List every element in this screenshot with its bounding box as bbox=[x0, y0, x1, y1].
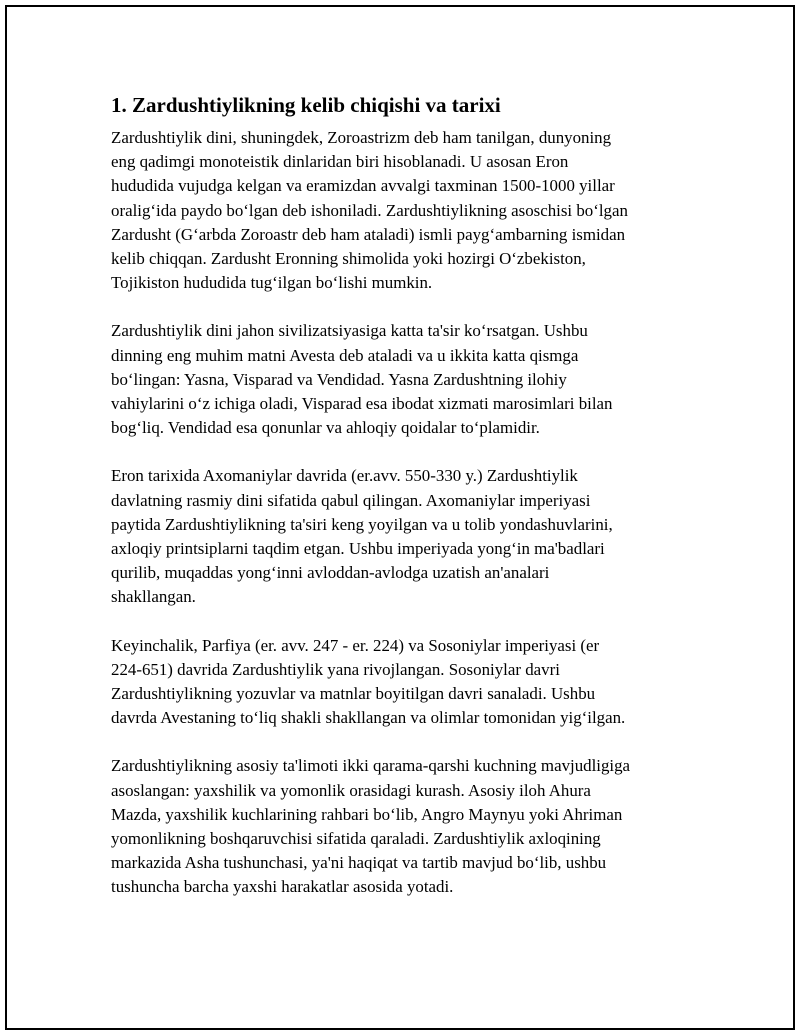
text-line: Zardushtiylik dini jahon sivilizatsiyasiga katta ta'sir ko‘rsatgan. Ushbu bbox=[111, 321, 588, 341]
text-line: Zardushtiylik dini, shuningdek, Zoroastrizm deb ham tanilgan, dunyoning bbox=[111, 128, 612, 147]
section-heading: 1. Zardushtiylikning kelib chiqishi va tarixi bbox=[111, 93, 501, 117]
text-line: bo‘lingan: Yasna, Visparad va Vendidad. Yasna Zardushtning ilohiy bbox=[111, 369, 567, 389]
document-body bbox=[111, 92, 701, 924]
text-line: Keyinchalik, Parfiya (er. avv. 247 - er. 224) va Sosoniylar imperiyasi (er bbox=[111, 635, 600, 655]
paragraph-2 bbox=[111, 319, 701, 440]
text-line: tushuncha barcha yaxshi harakatlar asosida yotadi. bbox=[111, 877, 454, 897]
text-line: eng qadimgi monoteistik dinlaridan biri hisoblanadi. U asosan Eron bbox=[111, 152, 569, 172]
text-line: hududida vujudga kelgan va eramizdan avvalgi taxminan 1500-1000 yillar bbox=[111, 176, 615, 196]
text-line: asoslangan: yaxshilik va yomonlik orasidagi kurash. Asosiy iloh Ahura bbox=[111, 780, 591, 800]
text-line: Zardusht (G‘arbda Zoroastr deb ham ataladi) ismli payg‘ambarning ismidan bbox=[111, 224, 626, 244]
text-line: dinning eng muhim matni Avesta deb ataladi va u ikkita katta qismga bbox=[111, 345, 579, 365]
text-line: davrda Avestaning to‘liq shakli shakllangan va olimlar tomonidan yig‘ilgan. bbox=[111, 708, 626, 728]
text-line: kelib chiqqan. Zardusht Eronning shimolida yoki hozirgi O‘zbekiston, bbox=[111, 249, 586, 269]
text-line: 224-651) davrida Zardushtiylik yana rivojlangan. Sosoniylar davri bbox=[111, 659, 560, 679]
paragraph-4 bbox=[111, 634, 701, 731]
text-line: qurilib, muqaddas yong‘inni avloddan-avlodga uzatish an'analari bbox=[111, 563, 550, 583]
paragraph-5 bbox=[111, 754, 701, 899]
paragraph-3 bbox=[111, 464, 701, 609]
text-line: paytida Zardushtiylikning ta'siri keng yoyilgan va u tolib yondashuvlarini, bbox=[111, 514, 613, 534]
text-line: vahiylarini o‘z ichiga oladi, Visparad esa ibodat xizmati marosimlari bilan bbox=[111, 394, 613, 414]
text-line: bog‘liq. Vendidad esa qonunlar va ahloqiy qoidalar to‘plamidir. bbox=[111, 418, 540, 438]
text-line: axloqiy printsiplarni taqdim etgan. Ushbu imperiyada yong‘in ma'badlari bbox=[111, 539, 605, 559]
text-line: davlatning rasmiy dini sifatida qabul qilingan. Axomaniylar imperiyasi bbox=[111, 490, 591, 510]
text-line: Zardushtiylikning yozuvlar va matnlar boyitilgan davri sanaladi. Ushbu bbox=[111, 684, 596, 704]
text-line: yomonlikning boshqaruvchisi sifatida qaraladi. Zardushtiylik axloqining bbox=[111, 829, 601, 849]
text-line: Zardushtiylikning asosiy ta'limoti ikki qarama-qarshi kuchning mavjudligiga bbox=[111, 756, 631, 776]
text-line: Eron tarixida Axomaniylar davrida (er.avv. 550-330 y.) Zardushtiylik bbox=[111, 466, 578, 486]
paragraph-1 bbox=[111, 126, 701, 295]
text-line: Tojikiston hududida tug‘ilgan bo‘lishi mumkin. bbox=[111, 273, 433, 293]
text-line: Mazda, yaxshilik kuchlarining rahbari bo‘lib, Angro Maynyu yoki Ahriman bbox=[111, 804, 623, 824]
text-line: oralig‘ida paydo bo‘lgan deb ishoniladi. Zardushtiylikning asoschisi bo‘lgan bbox=[111, 200, 628, 220]
text-line: markazida Asha tushunchasi, ya'ni haqiqat va tartib mavjud bo‘lib, ushbu bbox=[111, 853, 607, 873]
text-line: shakllangan. bbox=[111, 587, 196, 607]
